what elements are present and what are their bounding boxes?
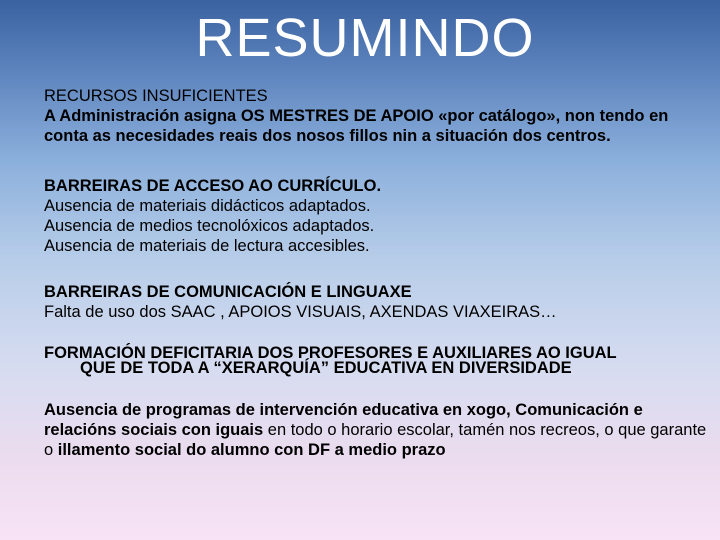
formacion-line-2: QUE DE TODA A “XERARQUÍA” EDUCATIVA EN DIVERSIDADE <box>80 359 572 377</box>
section-programas <box>44 400 712 460</box>
section-barreiras-acceso <box>44 176 712 256</box>
barreiras-acceso-line-2: Ausencia de medios tecnolóxicos adaptados. <box>44 217 375 235</box>
section-barreiras-comunicacion <box>44 282 712 322</box>
section-text-recursos: A Administración asigna OS MESTRES DE APOIO «por catálogo», non tendo en conta as necesidades reais dos nosos fillos nin a situación dos centros. <box>44 107 669 145</box>
programas-normal-text: en todo o horario escolar, tamén nos recreos, o que garante o <box>44 421 707 459</box>
section-text-programas <box>44 400 712 460</box>
programas-bold-text-2: illamento social do alumno con DF a medio prazo <box>57 441 446 459</box>
section-heading-recursos: RECURSOS INSUFICIENTES <box>44 87 268 105</box>
section-heading-barreiras-comunicacion: BARREIRAS DE COMUNICACIÓN E LINGUAXE <box>44 283 412 301</box>
section-recursos <box>44 86 712 146</box>
slide-title: RESUMINDO <box>195 8 535 68</box>
barreiras-acceso-line-1: Ausencia de materiais didácticos adaptados. <box>44 197 371 215</box>
section-formacion <box>44 346 712 376</box>
programas-bold-text-1: Ausencia de programas de intervención educativa en xogo, Comunicación e relacións sociais con iguais <box>44 401 643 439</box>
section-text-barreiras-comunicacion: Falta de uso dos SAAC , APOIOS VISUAIS, AXENDAS VIAXEIRAS… <box>44 303 557 321</box>
section-heading-barreiras-acceso: BARREIRAS DE ACCESO AO CURRÍCULO. <box>44 177 382 195</box>
barreiras-acceso-line-3: Ausencia de materiais de lectura accesibles. <box>44 237 370 255</box>
formacion-line-1: FORMACIÓN DEFICITARIA DOS PROFESORES E AUXILIARES AO IGUAL <box>44 344 617 362</box>
slide-content <box>44 86 712 460</box>
